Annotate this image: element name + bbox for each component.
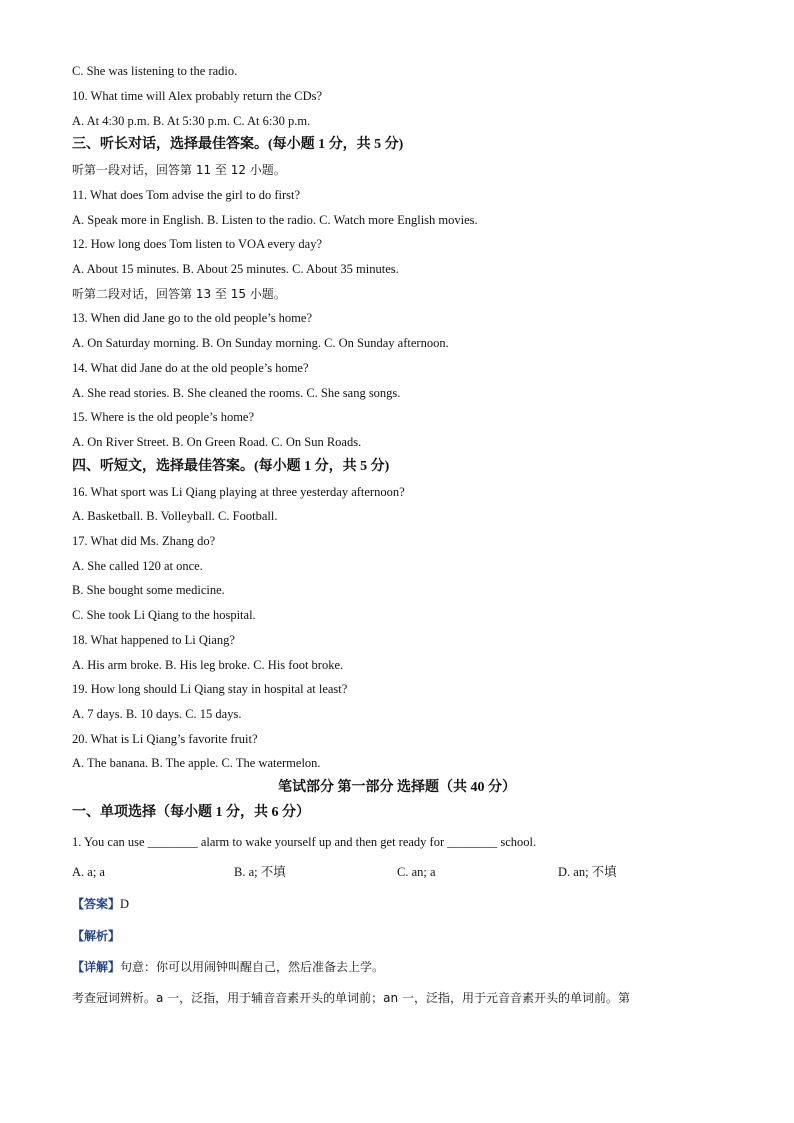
detail-line (72, 959, 384, 975)
answer-line (72, 896, 129, 912)
explanation-line: 考查冠词辨析。a 一，泛指，用于辅音音素开头的单词前；an 一，泛指，用于元音音素开头的单词前。第 (72, 991, 630, 1005)
answer-value: D (120, 897, 130, 911)
question-20: 20. What is Li Qiang’s favorite fruit? (72, 732, 258, 746)
question-10: 10. What time will Alex probably return the CDs? (72, 89, 323, 103)
q10-options: A. At 4:30 p.m. B. At 5:30 p.m. C. At 6:30 p.m. (72, 114, 311, 128)
question-18: 18. What happened to Li Qiang? (72, 633, 235, 647)
q15-options: A. On River Street. B. On Green Road. C. On Sun Roads. (72, 435, 362, 449)
question-12: 12. How long does Tom listen to VOA every day? (72, 237, 323, 251)
answer-label: 【答案】 (72, 897, 121, 911)
q17-option-a: A. She called 120 at once. (72, 559, 203, 573)
q13-options: A. On Saturday morning. B. On Sunday morning. C. On Sunday afternoon. (72, 336, 449, 350)
written-part-heading: 笔试部分 第一部分 选择题（共 40 分） (278, 780, 516, 795)
question-15: 15. Where is the old people’s home? (72, 410, 255, 424)
question-17: 17. What did Ms. Zhang do? (72, 534, 216, 548)
q19-options: A. 7 days. B. 10 days. C. 15 days. (72, 707, 242, 721)
q1-option-a: A. a; a (72, 865, 105, 879)
q17-option-b: B. She bought some medicine. (72, 583, 225, 597)
question-19: 19. How long should Li Qiang stay in hospital at least? (72, 682, 348, 696)
q1-option-b: B. a; 不填 (234, 865, 286, 879)
q11-options: A. Speak more in English. B. Listen to the radio. C. Watch more English movies. (72, 213, 478, 227)
section-3-heading: 三、听长对话，选择最佳答案。(每小题 1 分，共 5 分) (72, 137, 404, 152)
q1-options (72, 864, 722, 880)
question-16: 16. What sport was Li Qiang playing at three yesterday afternoon? (72, 485, 405, 499)
q14-options: A. She read stories. B. She cleaned the rooms. C. She sang songs. (72, 386, 401, 400)
q9-option-c: C. She was listening to the radio. (72, 64, 238, 78)
q17-option-c: C. She took Li Qiang to the hospital. (72, 608, 256, 622)
q1-option-d: D. an; 不填 (558, 865, 617, 879)
single-choice-heading: 一、单项选择（每小题 1 分，共 6 分） (72, 805, 310, 820)
section-4-heading: 四、听短文，选择最佳答案。(每小题 1 分，共 5 分) (72, 459, 390, 474)
analysis-label: 【解析】 (72, 929, 121, 943)
question-11: 11. What does Tom advise the girl to do first? (72, 188, 301, 202)
question-14: 14. What did Jane do at the old people’s home? (72, 361, 309, 375)
question-13: 13. When did Jane go to the old people’s home? (72, 311, 312, 325)
dialogue-2-instruction: 听第二段对话，回答第 13 至 15 小题。 (72, 287, 286, 301)
q16-options: A. Basketball. B. Volleyball. C. Football. (72, 509, 278, 523)
analysis-line (72, 928, 120, 944)
detail-text: 句意：你可以用闹钟叫醒自己，然后准备去上学。 (120, 960, 385, 974)
q18-options: A. His arm broke. B. His leg broke. C. His foot broke. (72, 658, 344, 672)
question-1: 1. You can use ________ alarm to wake yourself up and then get ready for ________ school. (72, 835, 537, 849)
q1-option-c: C. an; a (397, 865, 436, 879)
dialogue-1-instruction: 听第一段对话，回答第 11 至 12 小题。 (72, 163, 286, 177)
detail-label: 【详解】 (72, 960, 121, 974)
q12-options: A. About 15 minutes. B. About 25 minutes. C. About 35 minutes. (72, 262, 399, 276)
q20-options: A. The banana. B. The apple. C. The watermelon. (72, 756, 321, 770)
